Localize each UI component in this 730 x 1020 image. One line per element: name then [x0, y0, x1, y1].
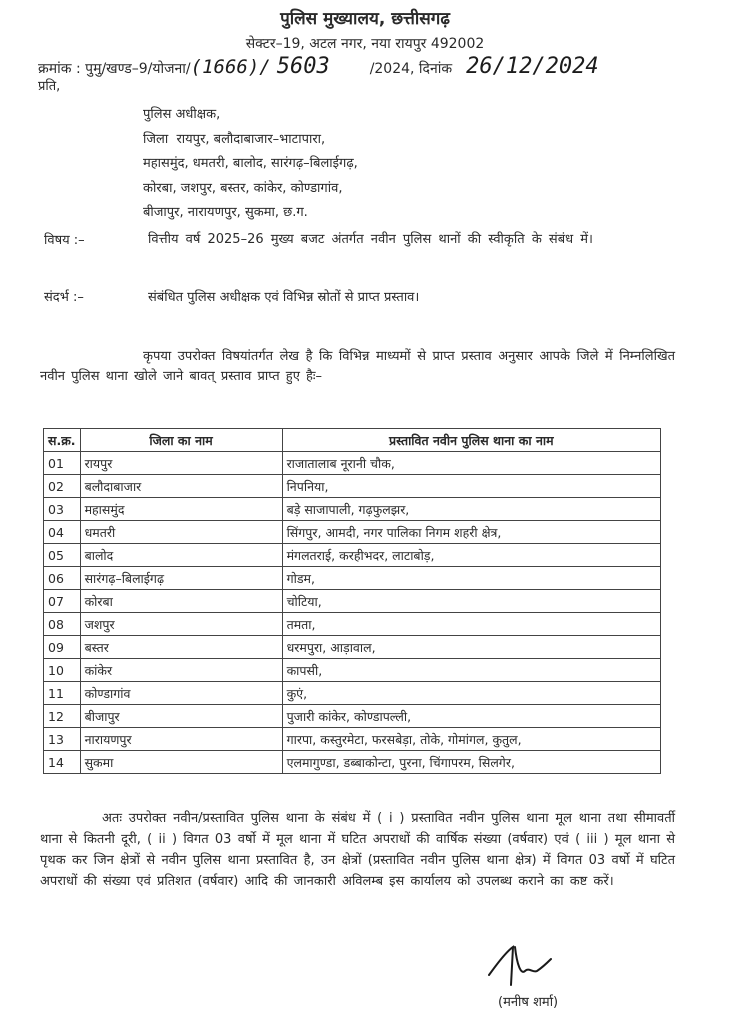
column-header-serial: स.क्र. [44, 429, 81, 452]
serial-cell: 02 [44, 475, 81, 498]
handwritten-number-2: 5603 [276, 54, 330, 79]
table-row [44, 659, 661, 682]
table-row [44, 682, 661, 705]
serial-cell: 06 [44, 567, 81, 590]
reference-prefix: क्रमांक : पुमु/खण्ड–9/योजना/ [38, 61, 191, 77]
stations-cell: बड़े साजापाली, गढ़फुलझर, [282, 498, 660, 521]
serial-cell: 04 [44, 521, 81, 544]
district-cell: धमतरी [80, 521, 282, 544]
serial-cell: 12 [44, 705, 81, 728]
body-paragraph-1: कृपया उपरोक्त विषयांतर्गत लेख है कि विभिन्न माध्यमों से प्राप्त प्रस्ताव अनुसार आपके जिले में निम्नलिखित नवीन पुलिस थाना खोले जाने बावत् प्रस्ताव प्राप्त हुए हैः– [40, 349, 675, 384]
district-cell: बीजापुर [80, 705, 282, 728]
district-cell: सारंगढ़–बिलाईगढ़ [80, 567, 282, 590]
stations-cell: मंगलतराई, करहीभदर, लाटाबोड़, [282, 544, 660, 567]
table-row [44, 544, 661, 567]
office-address: सेक्टर–19, अटल नगर, नया रायपुर 492002 [245, 36, 485, 52]
table-row [44, 521, 661, 544]
reference-label: संदर्भ :– [44, 290, 84, 305]
table-header-row [44, 429, 661, 452]
table-row [44, 498, 661, 521]
reference-year-date-label: /2024, दिनांक [369, 61, 453, 77]
stations-cell: पुजारी कांकेर, कोण्डापल्ली, [282, 705, 660, 728]
stations-cell: राजातालाब नूरानी चौक, [282, 452, 660, 475]
handwritten-number-1: (1666)/ [190, 56, 271, 78]
district-cell: कोण्डागांव [80, 682, 282, 705]
district-cell: कांकेर [80, 659, 282, 682]
addressee-line: कोरबा, जशपुर, बस्तर, कांकेर, कोण्डागांव, [143, 180, 343, 196]
district-cell: महासमुंद [80, 498, 282, 521]
table-row [44, 728, 661, 751]
table-row [44, 705, 661, 728]
district-cell: कोरबा [80, 590, 282, 613]
proposed-stations-table [43, 428, 661, 774]
serial-cell: 09 [44, 636, 81, 659]
stations-cell: कुएं, [282, 682, 660, 705]
district-cell: नारायणपुर [80, 728, 282, 751]
table-row [44, 751, 661, 774]
table-row [44, 567, 661, 590]
reference-text: संबंधित पुलिस अधीक्षक एवं विभिन्न स्रोतों से प्राप्त प्रस्ताव। [148, 290, 420, 305]
stations-cell: धरमपुरा, आड़ावाल, [282, 636, 660, 659]
serial-cell: 05 [44, 544, 81, 567]
serial-cell: 07 [44, 590, 81, 613]
addressee-line: जिला रायपुर, बलौदाबाजार–भाटापारा, [143, 131, 326, 147]
table-row [44, 613, 661, 636]
addressee-block [143, 103, 358, 226]
serial-cell: 08 [44, 613, 81, 636]
stations-cell: निपनिया, [282, 475, 660, 498]
column-header-stations: प्रस्तावित नवीन पुलिस थाना का नाम [282, 429, 660, 452]
addressee-line: महासमुंद, धमतरी, बालोद, सारंगढ़–बिलाईगढ़, [143, 156, 358, 171]
table-row [44, 452, 661, 475]
table-row [44, 636, 661, 659]
stations-cell: एलमागुण्डा, डब्बाकोन्टा, पुरना, चिंगापरम, सिलगेर, [282, 751, 660, 774]
district-cell: सुकमा [80, 751, 282, 774]
to-label: प्रति, [38, 79, 61, 94]
stations-cell: गोडम, [282, 567, 660, 590]
body-paragraph-2: अतः उपरोक्त नवीन/प्रस्तावित पुलिस थाना के संबंध में ( i ) प्रस्तावित नवीन पुलिस थाना मूल थाना तथा सीमावर्ती थाना से कितनी दूरी, ( ii ) विगत 03 वर्षो में मूल थाना में घटित अपराधों की वार्षिक संख्या (वर्षवार) एवं ( iii ) मूल थाना से पृथक कर जिन क्षेत्रों से नवीन पुलिस थाना प्रस्तावित है, उन क्षेत्रों (प्रस्तावित नवीन पुलिस थाना क्षेत्र) में विगत 03 वर्षो में घटित अपराधों की संख्या एवं प्रतिशत (वर्षवार) आदि की जानकारी अविलम्ब इस कार्यालय को उपलब्ध कराने का कष्ट करें। [40, 811, 675, 889]
stations-cell: चोटिया, [282, 590, 660, 613]
stations-cell: गारपा, कस्तुरमेटा, फरसबेड़ा, तोके, गोमांगल, कुतुल, [282, 728, 660, 751]
district-cell: बस्तर [80, 636, 282, 659]
serial-cell: 03 [44, 498, 81, 521]
serial-cell: 13 [44, 728, 81, 751]
serial-cell: 01 [44, 452, 81, 475]
addressee-line: पुलिस अधीक्षक, [143, 107, 221, 122]
serial-cell: 10 [44, 659, 81, 682]
subject-text: वित्तीय वर्ष 2025–26 मुख्य बजट अंतर्गत नवीन पुलिस थानों की स्वीकृति के संबंध में। [148, 232, 593, 247]
table-row [44, 590, 661, 613]
office-title: पुलिस मुख्यालय, छत्तीसगढ़ [280, 9, 450, 29]
signatory-name: (मनीष शर्मा) [498, 995, 559, 1010]
addressee-line: बीजापुर, नारायणपुर, सुकमा, छ.ग. [143, 205, 308, 220]
stations-cell: कापसी, [282, 659, 660, 682]
serial-cell: 11 [44, 682, 81, 705]
stations-cell: तमता, [282, 613, 660, 636]
reference-line [38, 54, 599, 79]
stations-cell: सिंगपुर, आमदी, नगर पालिका निगम शहरी क्षेत्र, [282, 521, 660, 544]
district-cell: बलौदाबाजार [80, 475, 282, 498]
serial-cell: 14 [44, 751, 81, 774]
subject-label: विषय :– [44, 233, 85, 248]
column-header-district: जिला का नाम [80, 429, 282, 452]
district-cell: रायपुर [80, 452, 282, 475]
table-row [44, 475, 661, 498]
handwritten-signature [485, 945, 565, 995]
district-cell: जशपुर [80, 613, 282, 636]
handwritten-date: 26/12/2024 [466, 54, 599, 79]
district-cell: बालोद [80, 544, 282, 567]
